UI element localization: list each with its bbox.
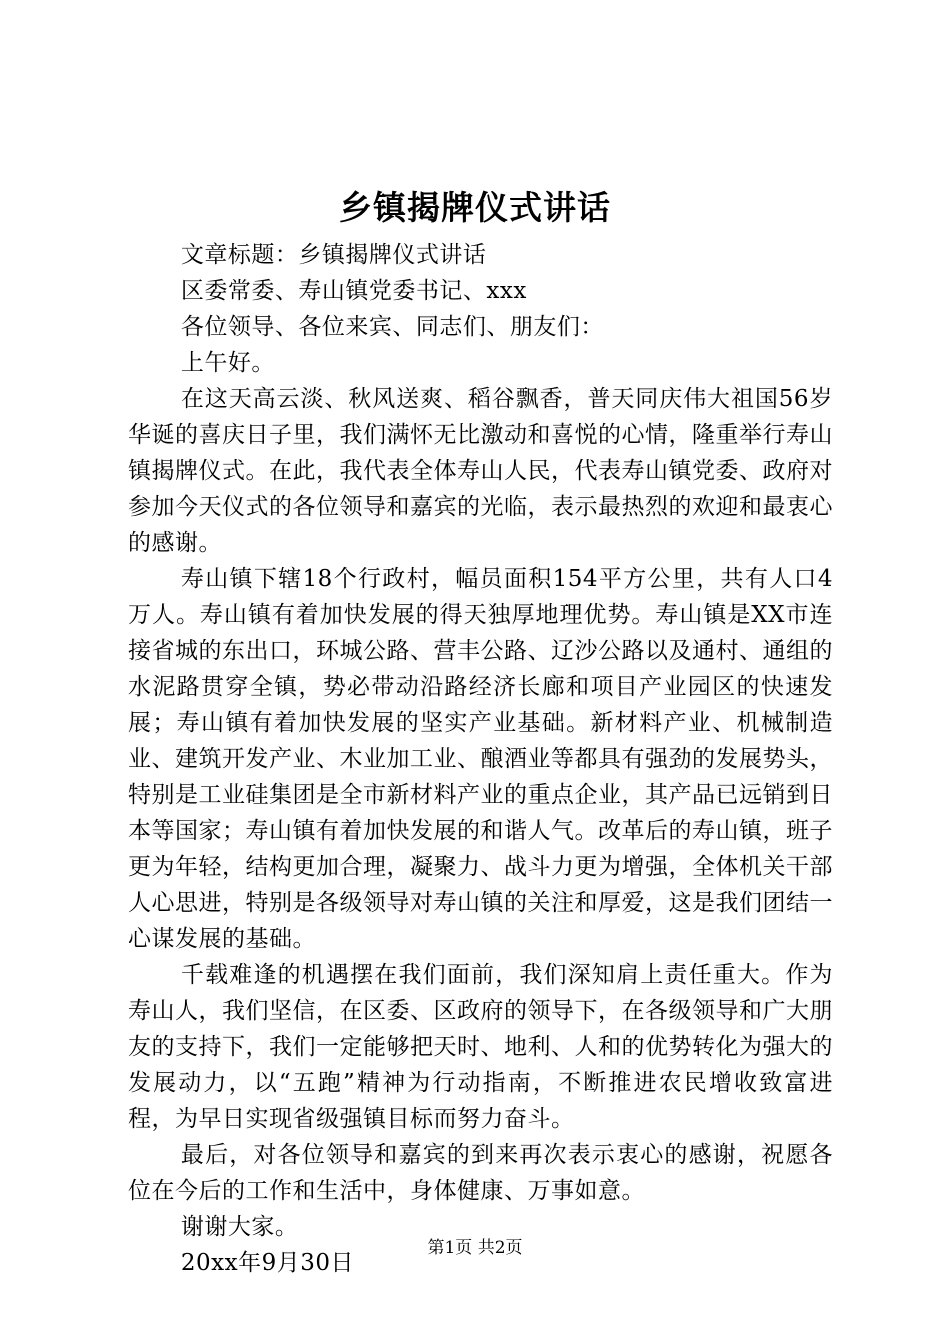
paragraph-closing-thanks: 最后，对各位领导和嘉宾的到来再次表示衷心的感谢，祝愿各位在今后的工作和生活中，身体健康、万事如意。 [128, 1142, 833, 1204]
salutation: 各位领导、各位来宾、同志们、朋友们： [180, 314, 604, 340]
page-number: 第1页 共2页 [427, 1238, 523, 1258]
article-title-line: 文章标题：乡镇揭牌仪式讲话 [180, 242, 487, 268]
greeting: 上午好。 [180, 350, 275, 376]
date-line: 20xx年9月30日 [180, 1250, 354, 1276]
paragraph-intro: 在这天高云淡、秋风送爽、稻谷飘香，普天同庆伟大祖国56岁华诞的喜庆日子里，我们满怀无比激动和喜悦的心情，隆重举行寿山镇揭牌仪式。在此，我代表全体寿山人民，代表寿山镇党委、政府对参加今天仪式的各位领导和嘉宾的光临，表示最热烈的欢迎和最衷心的感谢。 [128, 386, 833, 556]
paragraph-opportunity: 千载难逢的机遇摆在我们面前，我们深知肩上责任重大。作为寿山人，我们坚信，在区委、区政府的领导下，在各级领导和广大朋友的支持下，我们一定能够把天时、地利、人和的优势转化为强大的发展动力，以“五跑”精神为行动指南，不断推进农民增收致富进程，为早日实现省级强镇目标而努力奋斗。 [128, 962, 833, 1132]
document-title: 乡镇揭牌仪式讲话 [339, 188, 611, 227]
speaker-line: 区委常委、寿山镇党委书记、xxx [180, 278, 527, 304]
thanks-line: 谢谢大家。 [180, 1214, 299, 1240]
paragraph-town-overview: 寿山镇下辖18个行政村，幅员面积154平方公里，共有人口4万人。寿山镇有着加快发展的得天独厚地理优势。寿山镇是XX市连接省城的东出口，环城公路、营丰公路、辽沙公路以及通村、通组的水泥路贯穿全镇，势必带动沿路经济长廊和项目产业园区的快速发展；寿山镇有着加快发展的坚实产业基础。新材料产业、机械制造业、建筑开发产业、木业加工业、酿酒业等都具有强劲的发展势头，特别是工业硅集团是全市新材料产业的重点企业，其产品已远销到日本等国家；寿山镇有着加快发展的和谐人气。改革后的寿山镇，班子更为年轻，结构更加合理，凝聚力、战斗力更为增强，全体机关干部人心思进，特别是各级领导对寿山镇的关注和厚爱，这是我们团结一心谋发展的基础。 [128, 566, 833, 952]
document-body [128, 237, 833, 1281]
